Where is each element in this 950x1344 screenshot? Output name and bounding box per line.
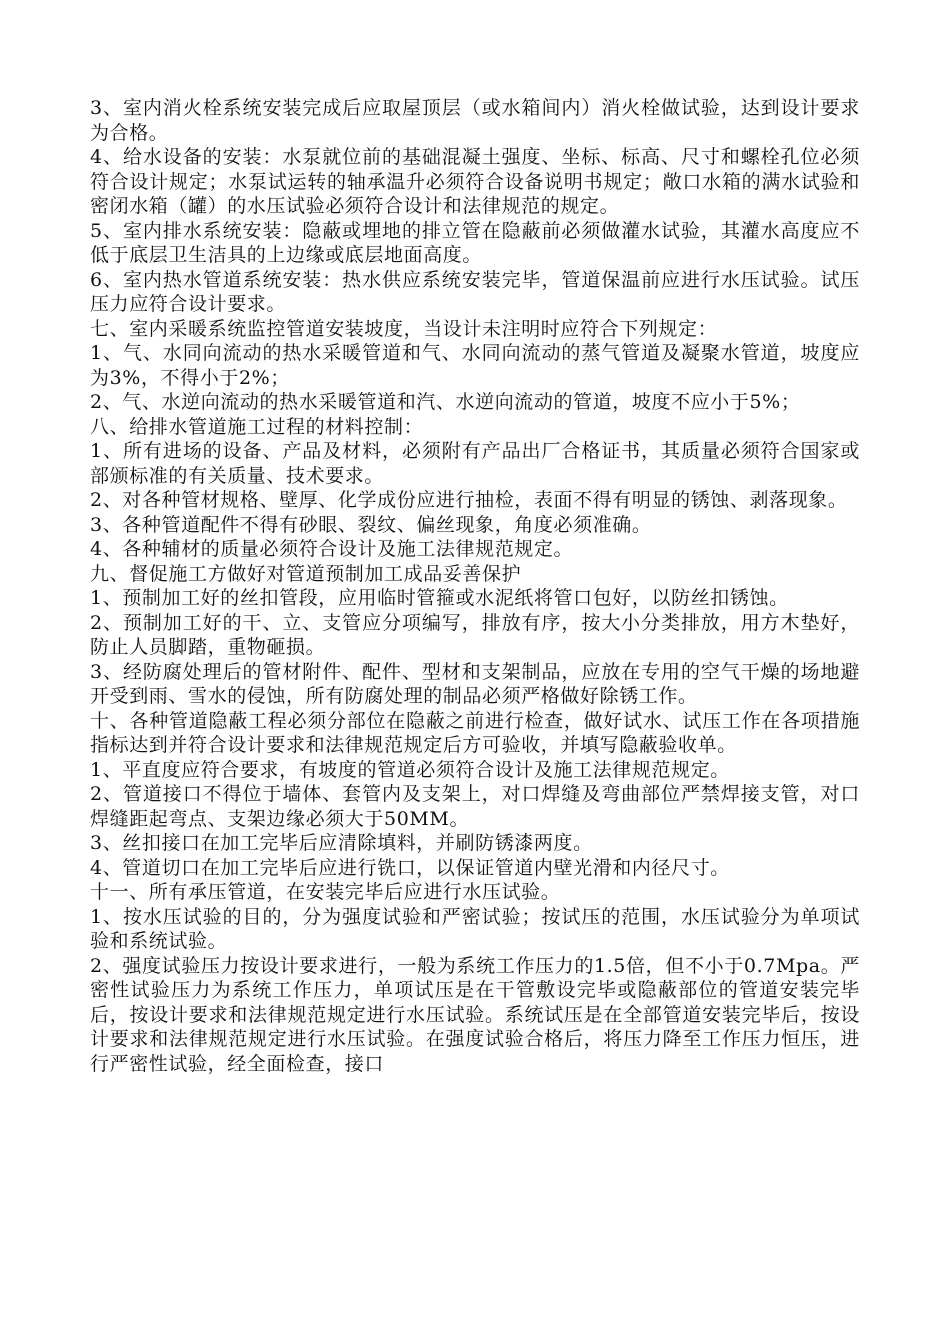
paragraph: 4、给水设备的安装：水泵就位前的基础混凝土强度、坐标、标高、尺寸和螺栓孔位必须符合设计规定；水泵试运转的轴承温升必须符合设备说明书规定；敞口水箱的满水试验和密闭水箱（罐）的水压试验必须符合设计和法律规范的规定。 xyxy=(90,146,860,217)
paragraph: 2、对各种管材规格、壁厚、化学成份应进行抽检，表面不得有明显的锈蚀、剥落现象。 xyxy=(90,489,848,511)
paragraph: 3、各种管道配件不得有砂眼、裂纹、偏丝现象，角度必须准确。 xyxy=(90,513,652,536)
paragraph: 1、气、水同向流动的热水采暖管道和气、水同向流动的蒸气管道及凝聚水管道，坡度应为3%，不得小于2%； xyxy=(90,342,860,389)
section-heading: 七、室内采暖系统监控管道安装坡度，当设计未注明时应符合下列规定： xyxy=(90,317,718,340)
paragraph: 3、经防腐处理后的管材附件、配件、型材和支架制品，应放在专用的空气干燥的场地避开受到雨、雪水的侵蚀，所有防腐处理的制品必须严格做好除锈工作。 xyxy=(90,660,860,707)
paragraph: 2、气、水逆向流动的热水采暖管道和汽、水逆向流动的管道，坡度不应小于5%； xyxy=(90,391,801,413)
paragraph: 4、管道切口在加工完毕后应进行铣口，以保证管道内壁光滑和内径尺寸。 xyxy=(90,856,730,879)
document-body xyxy=(90,96,860,1076)
paragraph: 1、按水压试验的目的，分为强度试验和严密试验；按试压的范围，水压试验分为单项试验和系统试验。 xyxy=(90,905,860,952)
section-heading: 九、督促施工方做好对管道预制加工成品妥善保护 xyxy=(90,562,522,585)
paragraph: 5、室内排水系统安装：隐蔽或埋地的排立管在隐蔽前必须做灌水试验，其灌水高度应不低于底层卫生洁具的上边缘或底层地面高度。 xyxy=(90,219,860,266)
paragraph: 2、预制加工好的干、立、支管应分项编写，排放有序，按大小分类排放，用方木垫好，防止人员脚踏，重物砸损。 xyxy=(90,611,860,658)
paragraph: 6、室内热水管道系统安装：热水供应系统安装完毕，管道保温前应进行水压试验。试压压力应符合设计要求。 xyxy=(90,268,860,315)
paragraph: 3、丝扣接口在加工完毕后应清除填料，并刷防锈漆两度。 xyxy=(90,832,593,854)
section-heading: 十、各种管道隐蔽工程必须分部位在隐蔽之前进行检查，做好试水、试压工作在各项措施指标达到并符合设计要求和法律规范规定后方可验收，并填写隐蔽验收单。 xyxy=(90,709,860,756)
paragraph: 1、预制加工好的丝扣管段，应用临时管箍或水泥纸将管口包好，以防丝扣锈蚀。 xyxy=(90,587,789,609)
paragraph: 3、室内消火栓系统安装完成后应取屋顶层（或水箱间内）消火栓做试验，达到设计要求为合格。 xyxy=(90,97,860,144)
paragraph: 1、平直度应符合要求，有坡度的管道必须符合设计及施工法律规范规定。 xyxy=(90,758,730,781)
section-heading: 十一、所有承压管道，在安装完毕后应进行水压试验。 xyxy=(90,881,561,903)
paragraph: 4、各种辅材的质量必须符合设计及施工法律规范规定。 xyxy=(90,538,574,560)
paragraph: 1、所有进场的设备、产品及材料，必须附有产品出厂合格证书，其质量必须符合国家或部颁标准的有关质量、技术要求。 xyxy=(90,440,860,487)
paragraph: 2、强度试验压力按设计要求进行，一般为系统工作压力的1.5倍，但不小于0.7Mpa。严密性试验压力为系统工作压力，单项试压是在干管敷设完毕或隐蔽部位的管道安装完毕后，按设计要求和法律规范规定进行水压试验。系统试压是在全部管道安装完毕后，按设计要求和法律规范规定进行水压试验。在强度试验合格后，将压力降至工作压力恒压，进行严密性试验，经全面检查，接口 xyxy=(90,954,860,1075)
section-heading: 八、给排水管道施工过程的材料控制： xyxy=(90,415,424,438)
paragraph: 2、管道接口不得位于墙体、套管内及支架上，对口焊缝及弯曲部位严禁焊接支管，对口焊缝距起弯点、支架边缘必须大于50MM。 xyxy=(90,783,860,830)
